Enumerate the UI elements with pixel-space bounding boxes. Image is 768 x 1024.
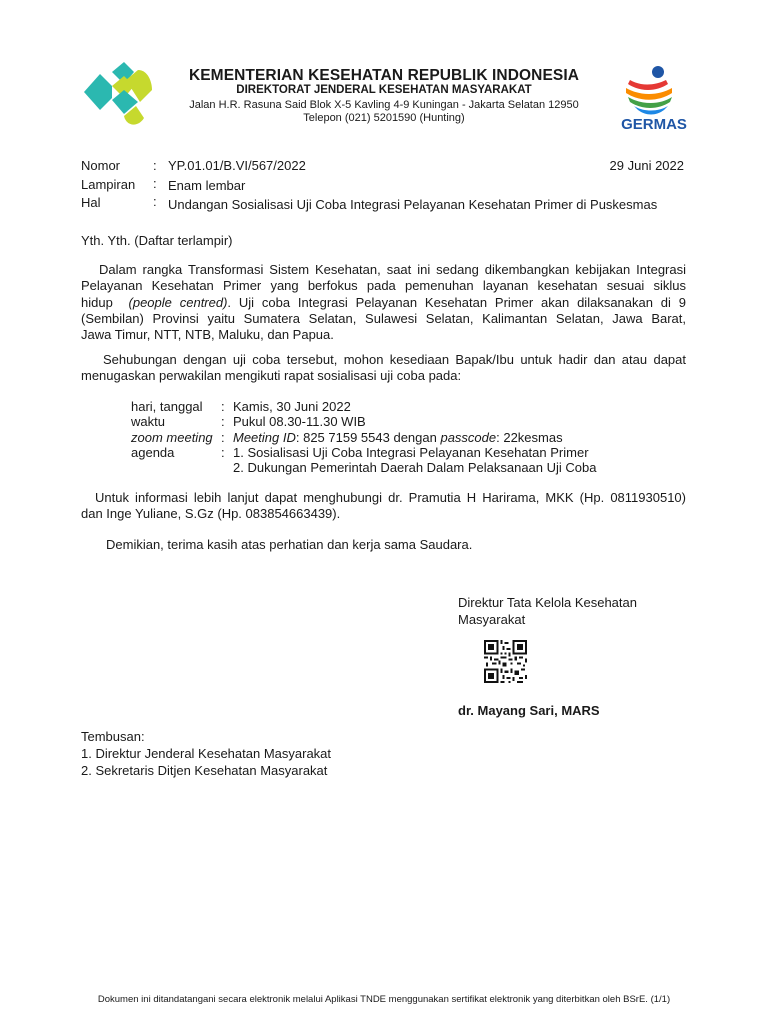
paragraph-intro-line-1-text: Dalam rangka Transformasi Sistem Kesehatan, saat ini sedang dikembangkan kebijakan Integrasi (99, 262, 686, 277)
day-colon: : (221, 399, 225, 414)
paragraph-invitation-line-2: menugaskan perwakilan mengikuti rapat sosialisasi uji coba pada: (81, 368, 462, 384)
copies-item-2: 2. Sekretaris Ditjen Kesehatan Masyarakat (81, 763, 328, 778)
paragraph-intro-line-3-a: hidup (81, 294, 113, 310)
zoom-label: zoom meeting (131, 430, 213, 445)
agenda-item-2: 2. Dukungan Pemerintah Daerah Dalam Pelaksanaan Uji Coba (233, 460, 597, 475)
time-label: waktu (131, 414, 165, 429)
e-signature-footer-note: Dokumen ini ditandatangani secara elektronik melalui Aplikasi TNDE menggunakan sertifikat elektronik yang diterbitkan oleh BSrE. (1/1) (97, 994, 671, 1005)
zoom-details (233, 430, 563, 445)
attachment-value: Enam lembar (168, 178, 246, 193)
paragraph-intro-line-1 (81, 262, 686, 278)
ministry-name: KEMENTERIAN KESEHATAN REPUBLIK INDONESIA (188, 67, 580, 84)
paragraph-invitation-line-1 (81, 352, 686, 368)
directorate-name: DIREKTORAT JENDERAL KESEHATAN MASYARAKAT (236, 84, 532, 96)
subject-colon: : (153, 194, 157, 209)
agenda-colon: : (221, 445, 225, 460)
germas-logo-text: GERMAS (621, 116, 687, 133)
copies-item-1: 1. Direktur Jenderal Kesehatan Masyarakat (81, 746, 332, 761)
number-label: Nomor (81, 158, 121, 173)
signer-name: dr. Mayang Sari, MARS (458, 703, 600, 718)
passcode-value: : 22kesmas (496, 430, 563, 445)
paragraph-intro-line-3 (81, 295, 686, 311)
subject-label: Hal (81, 195, 101, 210)
attachment-label: Lampiran (81, 177, 136, 192)
paragraph-invitation-line-1-text: Sehubungan dengan uji coba tersebut, mohon kesediaan Bapak/Ibu untuk hadir dan atau dapat (103, 352, 686, 367)
paragraph-contact (81, 490, 686, 523)
paragraph-invitation (81, 352, 686, 385)
meeting-id-value: : 825 7159 5543 dengan (295, 430, 437, 445)
agenda-item-1: 1. Sosialisasi Uji Coba Integrasi Pelayanan Kesehatan Primer (233, 445, 589, 460)
signature-qr-code (484, 640, 527, 683)
closing-sentence: Demikian, terima kasih atas perhatian dan kerja sama Saudara. (106, 537, 473, 552)
people-centred-term: (people centred) (128, 294, 228, 310)
office-phone: Telepon (021) 5201590 (Hunting) (303, 112, 465, 124)
number-colon: : (153, 158, 157, 173)
paragraph-intro-line-5: Jawa Timur, NTT, NTB, Maluku, dan Papua. (81, 327, 334, 343)
addressee: Yth. Yth. (Daftar terlampir) (81, 233, 233, 248)
day-label: hari, tanggal (131, 399, 203, 414)
letter-number: YP.01.01/B.VI/567/2022 (168, 158, 306, 173)
signer-title-line-2: Masyarakat (458, 612, 526, 627)
paragraph-contact-line-2: dan Inge Yuliane, S.Gz (Hp. 083854663439). (81, 506, 341, 522)
paragraph-contact-line-1-text: Untuk informasi lebih lanjut dapat menghubungi dr. Pramutia H Harirama, MKK (Hp. 0811930510) (95, 490, 686, 505)
day-value: Kamis, 30 Juni 2022 (233, 399, 351, 414)
signer-title-line-1: Direktur Tata Kelola Kesehatan (458, 595, 637, 610)
paragraph-intro-line-4: (Sembilan) Provinsi yaitu Sumatera Selatan, Sulawesi Selatan, Kalimantan Selatan, Jawa Barat, (81, 310, 686, 326)
office-address: Jalan H.R. Rasuna Said Blok X-5 Kavling 4-9 Kuningan - Jakarta Selatan 12950 (189, 99, 579, 111)
meeting-id-label: Meeting ID (233, 430, 296, 445)
attachment-colon: : (153, 176, 157, 191)
time-colon: : (221, 414, 225, 429)
letter-subject: Undangan Sosialisasi Uji Coba Integrasi Pelayanan Kesehatan Primer di Puskesmas (168, 197, 658, 212)
paragraph-intro-line-2: Pelayanan Kesehatan Primer yang berfokus pada pemenuhan layanan kesehatan sesuai siklus (81, 278, 686, 294)
time-value: Pukul 08.30-11.30 WIB (233, 414, 366, 429)
paragraph-intro-line-3-b: . Uji coba Integrasi Pelayanan Kesehatan Primer akan dilaksanakan di 9 (227, 294, 687, 310)
passcode-label: passcode (440, 430, 497, 445)
zoom-colon: : (221, 430, 225, 445)
letter-date: 29 Juni 2022 (609, 158, 684, 173)
paragraph-intro (81, 262, 686, 343)
copies-heading: Tembusan: (81, 729, 145, 744)
agenda-label: agenda (131, 445, 175, 460)
paragraph-contact-line-1 (81, 490, 686, 506)
